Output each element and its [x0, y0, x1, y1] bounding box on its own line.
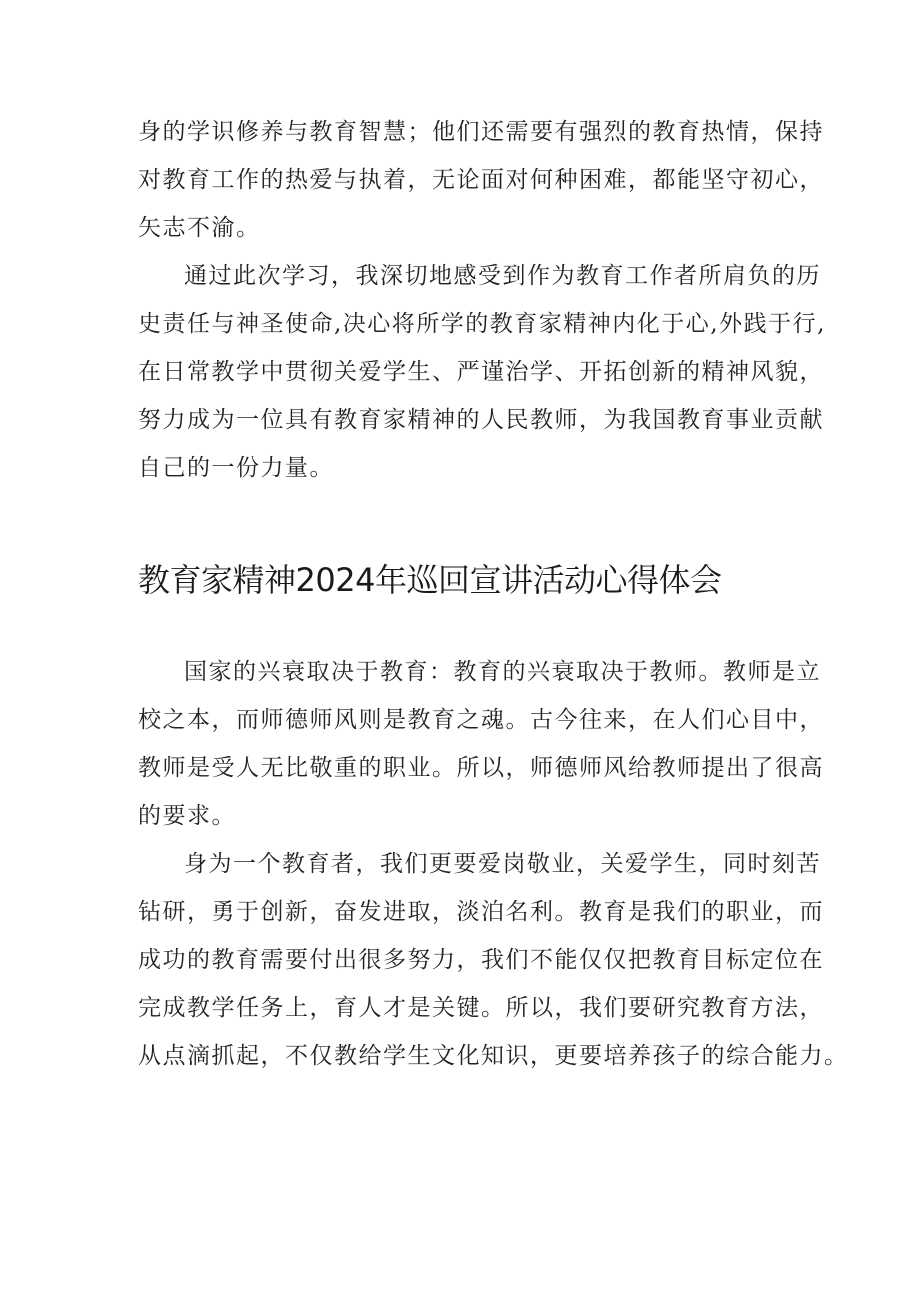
- text-line: 矢志不渝。: [138, 215, 261, 241]
- text-line: 钻研，勇于创新，奋发进取，淡泊名利。教育是我们的职业，而: [138, 899, 824, 925]
- paragraph: [138, 648, 824, 840]
- text-line: 史责任与神圣使命,决心将所学的教育家精神内化于心,外践于行,: [138, 311, 826, 337]
- text-line: 通过此次学习，我深切地感受到作为教育工作者所肩负的历: [184, 263, 821, 289]
- page-title: 教育家精神2024年巡回宣讲活动心得体会: [138, 561, 722, 599]
- text-line: 对教育工作的热爱与执着，无论面对何种困难，都能坚守初心，: [138, 167, 824, 193]
- text-line: 教师是受人无比敬重的职业。所以，师德师风给教师提出了很高: [138, 755, 824, 781]
- text-line: 努力成为一位具有教育家精神的人民教师，为我国教育事业贡献: [138, 407, 824, 433]
- paragraph: [138, 108, 824, 252]
- paragraph: [138, 252, 826, 492]
- section-2: [138, 648, 849, 1080]
- text-line: 在日常教学中贯彻关爱学生、严谨治学、开拓创新的精神风貌，: [138, 359, 824, 385]
- paragraph: [138, 840, 849, 1080]
- text-line: 身为一个教育者，我们更要爱岗敬业，关爱学生，同时刻苦: [184, 851, 821, 877]
- text-line: 身的学识修养与教育智慧；他们还需要有强烈的教育热情，保持: [138, 119, 824, 145]
- section-1: [138, 108, 826, 492]
- text-line: 的要求。: [138, 803, 236, 829]
- text-line: 成功的教育需要付出很多努力，我们不能仅仅把教育目标定位在: [138, 947, 824, 973]
- text-line: 校之本，而师德师风则是教育之魂。古今往来，在人们心目中，: [138, 707, 824, 733]
- text-line: 国家的兴衰取决于教育：教育的兴衰取决于教师。教师是立: [184, 659, 821, 685]
- text-line: 完成教学任务上，育人才是关键。所以，我们要研究教育方法，: [138, 995, 824, 1021]
- text-line: 自己的一份力量。: [138, 455, 334, 481]
- text-line: 从点滴抓起，不仅教给学生文化知识，更要培养孩子的综合能力。: [138, 1043, 849, 1069]
